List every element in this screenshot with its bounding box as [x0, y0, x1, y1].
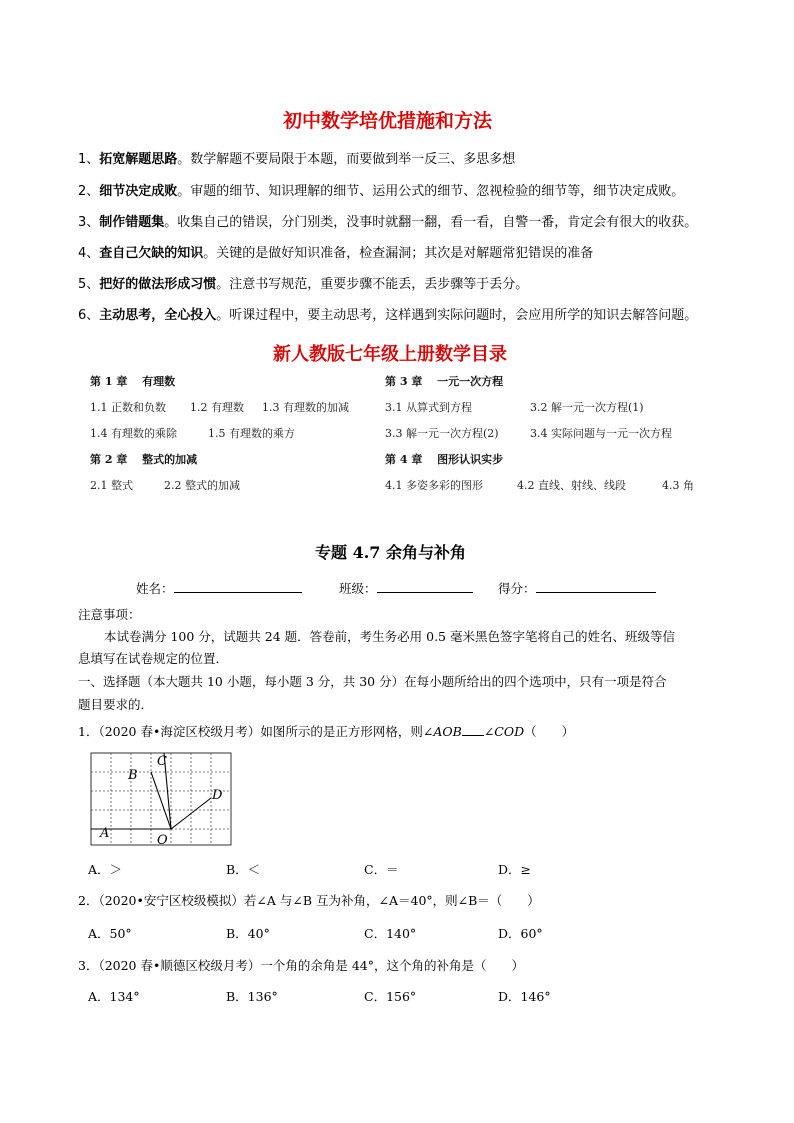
question-1-stem [78, 722, 574, 740]
point-o-label: O [157, 833, 168, 848]
tip-number: 6、 [78, 308, 100, 323]
option-b[interactable]: B．40° [226, 926, 270, 941]
tip-number: 3、 [78, 215, 100, 230]
option-a[interactable]: A．134° [88, 989, 140, 1004]
angle-cod: ∠COD [483, 724, 525, 739]
tip-item-6 [78, 304, 697, 323]
tip-keyword: 制作错题集 [99, 215, 165, 230]
square-grid-figure [88, 748, 234, 848]
tip-item-2 [78, 180, 684, 199]
question-2-stem: 2．（2020•安宁区校级模拟）若∠A 与∠B 互为补角，∠A＝40°，则∠B＝（ ） [78, 893, 540, 908]
toc-item: 3.2 解一元一次方程(1) [530, 401, 644, 414]
point-b-label: B [128, 768, 138, 783]
option-c[interactable]: C．＝ [364, 862, 399, 877]
score-blank[interactable] [536, 580, 656, 593]
option-b[interactable]: B．＜ [226, 862, 261, 877]
section-heading: 题目要求的． [78, 697, 154, 712]
name-blank[interactable] [174, 580, 302, 593]
toc-item: 1.2 有理数 [190, 401, 244, 414]
class-field[interactable] [339, 579, 473, 597]
answer-blank[interactable] [462, 723, 484, 736]
class-blank[interactable] [377, 580, 473, 593]
option-d[interactable]: D．≥ [498, 862, 531, 877]
tip-text: 。关键的是做好知识准备，检查漏洞；其次是对解题常犯错误的准备 [203, 246, 594, 261]
toc-chapter-3-heading: 第 3 章 一元一次方程 [385, 375, 504, 388]
notice-line: 本试卷满分 100 分，试题共 24 题．答卷前，考生务必用 0.5 毫米黑色签字笔将自己的姓名、班级等信 [104, 629, 675, 644]
tip-keyword: 细节决定成败 [99, 184, 178, 199]
tip-keyword: 拓宽解题思路 [99, 152, 178, 167]
option-d[interactable]: D．60° [498, 926, 543, 941]
point-c-label: C [157, 754, 167, 769]
tip-item-3 [78, 211, 697, 230]
toc-item: 1.3 有理数的加减 [262, 401, 349, 414]
tip-keyword: 查自己欠缺的知识 [99, 246, 204, 261]
angle-aob: ∠AOB [422, 724, 462, 739]
option-a[interactable]: A．＞ [88, 862, 123, 877]
point-d-label: D [212, 788, 223, 803]
answer-paren: （ ） [524, 724, 575, 739]
tip-text: 。审题的细节、知识理解的细节、运用公式的细节、忽视检验的细节等，细节决定成败。 [177, 184, 685, 199]
tip-text: 。数学解题不要局限于本题，而要做到举一反三、多思多想 [177, 152, 516, 167]
class-label: 班级： [339, 581, 377, 596]
tip-text: 。注意书写规范，重要步骤不能丢，丢步骤等于丢分。 [216, 277, 529, 292]
toc-item: 1.4 有理数的乘除 [90, 427, 177, 440]
name-field[interactable] [136, 579, 302, 597]
option-c[interactable]: C．156° [364, 989, 417, 1004]
toc-title: 新人教版七年级上册数学目录 [273, 344, 507, 365]
tip-keyword: 主动思考，全心投入 [99, 308, 217, 323]
option-d[interactable]: D．146° [498, 989, 551, 1004]
option-c[interactable]: C．140° [364, 926, 417, 941]
toc-item: 4.1 多姿多彩的图形 [385, 479, 483, 492]
tip-item-1 [78, 148, 515, 167]
page-title: 初中数学培优措施和方法 [283, 110, 493, 132]
toc-item: 4.2 直线、射线、线段 [517, 479, 626, 492]
toc-chapter-1-heading: 第 1 章 有理数 [90, 375, 176, 388]
tip-text: 。收集自己的错误，分门别类，没事时就翻一翻，看一看，自警一番，肯定会有很大的收获。 [164, 215, 698, 230]
option-b[interactable]: B．136° [226, 989, 278, 1004]
tip-number: 5、 [78, 277, 100, 292]
toc-item: 3.1 从算式到方程 [385, 401, 472, 414]
tip-text: 。听课过程中，要主动思考，这样遇到实际问题时，会应用所学的知识去解答问题。 [216, 308, 698, 323]
toc-item: 2.1 整式 [90, 479, 133, 492]
toc-item: 1.1 正数和负数 [90, 401, 166, 414]
notice-line: 息填写在试卷规定的位置． [78, 651, 229, 666]
exam-title: 专题 4.7 余角与补角 [315, 543, 466, 562]
score-field[interactable] [498, 579, 656, 597]
section-heading: 一、选择题（本大题共 10 小题，每小题 3 分，共 30 分）在每小题所给出的四个选项中，只有一项是符合 [78, 674, 667, 689]
tip-item-5 [78, 273, 528, 292]
toc-chapter-4-heading: 第 4 章 图形认识实步 [385, 453, 504, 466]
point-a-label: A [100, 826, 110, 841]
option-a[interactable]: A．50° [88, 926, 132, 941]
tip-number: 1、 [78, 152, 100, 167]
tip-keyword: 把好的做法形成习惯 [99, 277, 217, 292]
toc-item: 3.3 解一元一次方程(2) [385, 427, 499, 440]
toc-item: 4.3 角 [662, 479, 694, 492]
name-label: 姓名： [136, 581, 174, 596]
question-3-stem: 3．（2020 春•顺德区校级月考）一个角的余角是 44°，这个角的补角是（ ） [78, 958, 524, 973]
notice-label: 注意事项： [78, 607, 141, 622]
question-text: 1．（2020 春•海淀区校级月考）如图所示的是正方形网格，则 [78, 724, 423, 739]
toc-item: 1.5 有理数的乘方 [208, 427, 295, 440]
score-label: 得分： [498, 581, 536, 596]
tip-number: 4、 [78, 246, 100, 261]
toc-item: 2.2 整式的加减 [164, 479, 240, 492]
tip-item-4 [78, 242, 593, 261]
toc-item: 3.4 实际问题与一元一次方程 [530, 427, 672, 440]
toc-chapter-2-heading: 第 2 章 整式的加减 [90, 453, 198, 466]
tip-number: 2、 [78, 184, 100, 199]
